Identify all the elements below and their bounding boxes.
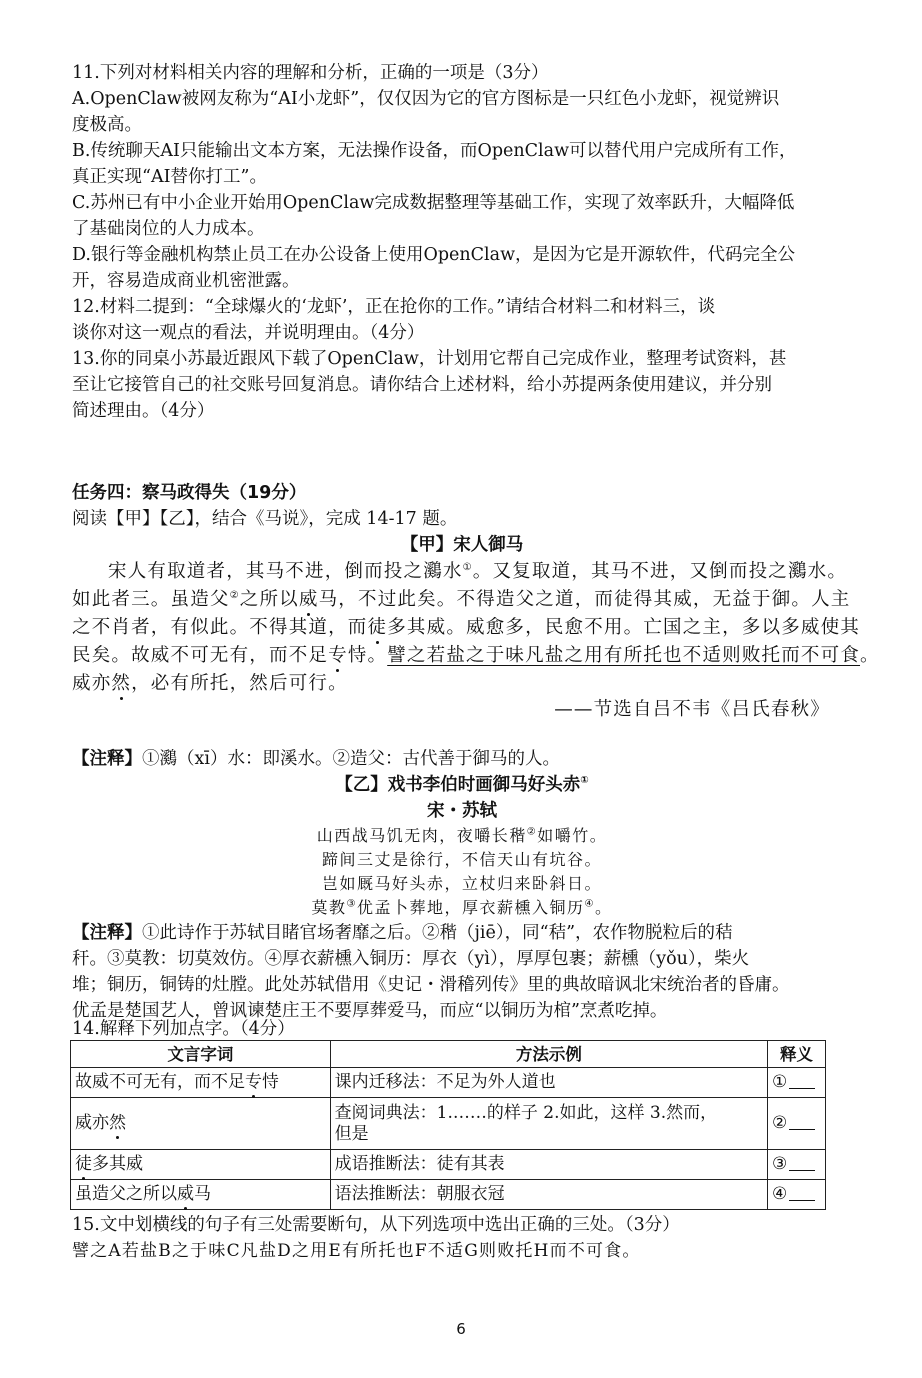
note-text: ①此诗作于苏轼目睹官场奢靡之后。②稭（jiē），同“秸”，农作物脱粒后的秸	[142, 923, 733, 943]
yi-note-line2: 秆。③莫教：切莫效仿。④厚衣薪櫄入铜历：厚衣（yì），厚厚包裹；薪櫄（yǒu），柴火	[72, 949, 750, 969]
q13-line2: 至让它接管自己的社交账号回复消息。请你结合上述材料，给小苏提两条使用建议，并分别	[72, 375, 772, 395]
yi-title-text: 【乙】戏书李伯时画御马好头赤	[335, 775, 581, 795]
jia-text: 威亦	[72, 673, 112, 694]
word-text: 虽造父之所以	[75, 1184, 177, 1204]
task4-intro: 阅读【甲】【乙】，结合《马说》，完成 14-17 题。	[72, 509, 458, 529]
yi-author: 宋・苏轼	[427, 801, 497, 821]
note-marker: ③	[346, 898, 357, 910]
q11-option-a-line2: 度极高。	[72, 115, 142, 135]
poem-line2: 蹄间三丈是徐行，不信天山有坑谷。	[321, 850, 602, 869]
q11-option-a-line1: A.OpenClaw被网友称为“AI小龙虾”，仅仅因为它的官方图标是一只红色小龙虾，视觉辨识	[72, 89, 780, 109]
table-header: 文言字词	[71, 1041, 331, 1068]
answer-cell[interactable]	[768, 1098, 826, 1150]
word-text: 多其威	[92, 1154, 143, 1174]
answer-number: ②	[772, 1113, 788, 1133]
method-cell: 课内迁移法：不足为外人道也	[330, 1068, 767, 1098]
q15-stem: 15.文中划横线的句子有三处需要断句，从下列选项中选出正确的三处。（3分）	[72, 1215, 680, 1235]
jia-paragraph-line2	[72, 586, 852, 614]
dotted-char: 徒	[367, 617, 388, 638]
note-label: 【注释】	[72, 749, 142, 769]
answer-number: ③	[772, 1154, 788, 1174]
jia-paragraph-line5	[72, 670, 852, 698]
jia-text: 多其威。威愈多，民愈不用。亡国之主，多以多威使其	[387, 617, 861, 638]
method-cell: 语法推断法：朝服衣冠	[330, 1180, 767, 1210]
yi-note-line4: 优孟是楚国艺人，曾讽谏楚庄王不要厚葬爱马，而应“以铜历为棺”烹煮吃掉。	[72, 1001, 668, 1021]
jia-text: 之所以	[239, 589, 299, 610]
q11-option-d-line1: D.银行等金融机构禁止员工在办公设备上使用OpenClaw，是因为它是开源软件，代码完全公	[72, 245, 796, 265]
q13-line1: 13.你的同桌小苏最近跟风下载了OpenClaw，计划用它帮自己完成作业，整理考试资料，甚	[72, 349, 787, 369]
word-text: 故威不可无有，而不足	[75, 1072, 245, 1092]
page-number: 6	[456, 1320, 466, 1338]
word-cell	[71, 1180, 331, 1210]
poem-line3: 岂如厩马好头赤，立杖归来卧斜日。	[321, 874, 602, 893]
yi-note-line3: 堆；铜历，铜铸的灶膛。此处苏轼借用《史记・滑稽列传》里的典故暗讽北宋统治者的昏庸。	[72, 975, 790, 995]
word-cell	[71, 1150, 331, 1180]
table-row	[71, 1098, 826, 1150]
jia-text: 宋人有取道者，其马不进，倒而投之鸂水	[108, 561, 463, 582]
q11-stem: 11.下列对材料相关内容的理解和分析，正确的一项是（3分）	[72, 63, 549, 83]
task4-title: 任务四：察马政得失（19分）	[72, 483, 307, 503]
q11-option-b-line1: B.传统聊天AI只能输出文本方案，无法操作设备，而OpenClaw可以替代用户完成所有工作，	[72, 141, 797, 161]
dotted-char: 威	[177, 1184, 194, 1204]
table-row	[71, 1068, 826, 1098]
jia-note	[72, 746, 852, 772]
yi-note-line1	[72, 920, 852, 946]
jia-text: ，必有所托，然后可行。	[131, 673, 348, 694]
poem-text: 优孟卜葬地，厚衣薪櫄入铜历	[356, 898, 585, 917]
jia-paragraph-line1	[72, 558, 852, 586]
note-marker: ①	[580, 775, 589, 787]
note-text: ①鸂（xī）水：即溪水。②造父：古代善于御马的人。	[142, 749, 560, 769]
answer-number: ①	[772, 1072, 788, 1092]
q12-line1: 12.材料二提到：“全球爆火的‘龙虾’，正在抢你的工作。”请结合材料二和材料三，谈	[72, 297, 716, 317]
jia-text: 如此者三。虽造父	[72, 589, 230, 610]
poem-text: 。	[594, 898, 613, 917]
note-label: 【注释】	[72, 923, 142, 943]
dotted-char: 专	[328, 645, 348, 666]
q11-option-c-line1: C.苏州已有中小企业开始用OpenClaw完成数据整理等基础工作，实现了效率跃升，大幅降低	[72, 193, 795, 213]
q15-options: 譬之A若盐B之于味C凡盐D之用E有所托也F不适G则败托H而不可食。	[72, 1241, 641, 1261]
note-marker: ①	[462, 561, 473, 573]
answer-cell[interactable]	[768, 1150, 826, 1180]
note-marker: ④	[584, 898, 595, 910]
table-row	[71, 1180, 826, 1210]
q14-stem: 14.解释下列加点字。（4分）	[72, 1019, 295, 1039]
jia-text: 。又复取道，其马不进，又倒而投之鸂水。	[472, 561, 848, 582]
jia-paragraph-line3	[72, 614, 861, 642]
dotted-char: 威	[298, 589, 319, 610]
q12-line2: 谈你对这一观点的看法，并说明理由。（4分）	[72, 323, 425, 343]
note-marker: ②	[229, 589, 240, 601]
jia-text: 马，不过此矣。不得造父之道，而徒得其威，无益于御。人主	[318, 589, 851, 610]
jia-text: 恃。	[347, 645, 388, 666]
word-cell	[71, 1098, 331, 1150]
answer-blank[interactable]	[789, 1154, 815, 1171]
word-cell	[71, 1068, 331, 1098]
jia-text: 。	[860, 645, 880, 666]
dotted-char: 然	[111, 673, 132, 694]
yi-title	[72, 772, 852, 798]
poem-line1	[72, 824, 852, 848]
jia-title: 【甲】宋人御马	[400, 535, 524, 555]
answer-blank[interactable]	[789, 1113, 815, 1130]
table-header: 释义	[768, 1041, 826, 1068]
q11-option-c-line2: 了基础岗位的人力成本。	[72, 219, 265, 239]
word-text: 马	[194, 1184, 211, 1204]
answer-blank[interactable]	[789, 1184, 815, 1201]
poem-text: 山西战马饥无肉，夜嚼长稭	[316, 826, 527, 845]
method-text: 查阅词典法：1.……的样子 2.如此，这样 3.然而，	[334, 1102, 718, 1123]
table-header-row	[71, 1041, 826, 1068]
answer-cell[interactable]	[768, 1180, 826, 1210]
q11-option-d-line2: 开，容易造成商业机密泄露。	[72, 271, 300, 291]
answer-cell[interactable]	[768, 1068, 826, 1098]
note-marker: ②	[526, 826, 538, 838]
jia-paragraph-line4	[72, 642, 880, 670]
word-text: 威亦	[75, 1113, 109, 1133]
q13-line3: 简述理由。（4分）	[72, 401, 215, 421]
poem-line4	[72, 896, 852, 920]
underlined-sentence: 譬之若盐之于味凡盐之用有所托也不适则败托而不可食	[387, 645, 861, 666]
answer-blank[interactable]	[789, 1072, 815, 1089]
table-header: 方法示例	[330, 1041, 767, 1068]
word-text: 恃	[262, 1072, 279, 1092]
method-text: 但是	[334, 1123, 369, 1144]
poem-text: 莫教	[311, 898, 347, 917]
q14-table	[70, 1040, 826, 1210]
q11-option-b-line2: 真正实现“AI替你打工”。	[72, 167, 267, 187]
jia-text: 之不肖者，有似此。不得其道，而	[72, 617, 368, 638]
answer-number: ④	[772, 1184, 788, 1204]
jia-text: 民矣。故威不可无有，而不足	[72, 645, 329, 666]
table-row	[71, 1150, 826, 1180]
jia-source: ——节选自吕不韦《吕氏春秋》	[554, 699, 830, 720]
method-cell	[330, 1098, 767, 1150]
dotted-char: 然	[109, 1113, 126, 1133]
dotted-char: 专	[245, 1072, 262, 1092]
poem-text: 如嚼竹。	[537, 826, 608, 845]
dotted-char: 徒	[75, 1154, 92, 1174]
method-cell: 成语推断法：徒有其表	[330, 1150, 767, 1180]
